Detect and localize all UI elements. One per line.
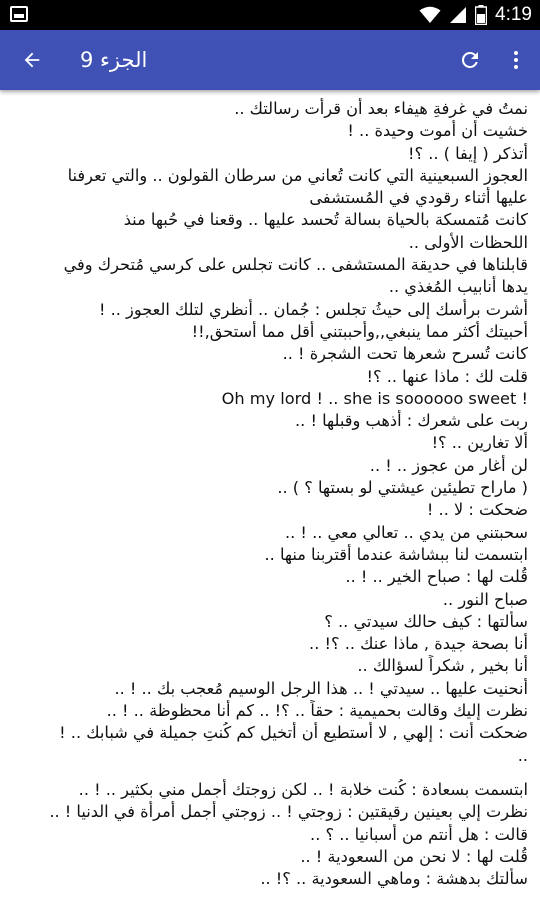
story-line: قُلت لها : صباح الخير .. ! .. (345, 567, 528, 587)
wifi-icon (419, 6, 441, 24)
gallery-notification-icon (10, 6, 28, 22)
story-line: ألا تغارين .. ؟! (431, 433, 528, 453)
story-line: سألتها : كيف حالك سيدتي .. ؟ (324, 611, 528, 631)
page-title: الجزء 9 (80, 48, 148, 72)
story-line: عليها أثناء رقودي في المُستشفى (309, 188, 528, 208)
story-line: يدها أنابيب المُغذي .. (388, 277, 528, 297)
story-line: ابتسمت بسعادة : كُنت خلابة ! .. لكن زوجتك أجمل مني بكثير .. ! .. (78, 779, 528, 799)
back-button[interactable] (14, 42, 50, 78)
story-line (10, 767, 528, 779)
story-line: ضحكت أنت : إلهي , لا أستطيع أن أتخيل كم كُنتِ جميلة في شبابك .. ! (59, 723, 528, 743)
story-line: خشيت أن أموت وحيدة .. ! (347, 121, 528, 141)
arrow-back-icon (21, 49, 43, 71)
story-line: سحبتني من يدي .. تعالي معي .. ! .. (285, 522, 528, 542)
story-text (0, 98, 540, 890)
story-line: .. (517, 745, 528, 765)
story-line: اللحظات الأولى .. (408, 232, 528, 252)
story-line: صباح النور .. (442, 589, 528, 609)
story-line: قالت : هل أنتم من أسبانيا .. ؟ .. (310, 824, 528, 844)
story-line: أنا بخير , شكراً لسؤالك .. (357, 656, 528, 676)
signal-icon (449, 6, 467, 24)
story-line: ابتسمت لنا ببشاشة عندما أقتربنا منها .. (264, 544, 528, 564)
story-line: العجوز السبعينية التي كانت تُعاني من سرطان القولون .. والتي تعرفنا (67, 165, 528, 185)
more-vert-icon (504, 48, 528, 72)
story-line: ! Oh my lord ! .. she is soooooo sweet (221, 388, 528, 408)
story-line: قلت لك : ماذا عنها .. ؟! (366, 366, 528, 386)
app-bar (0, 30, 540, 90)
refresh-icon (458, 48, 482, 72)
status-icons (419, 4, 532, 26)
status-time: 4:19 (495, 4, 532, 25)
overflow-menu-button[interactable] (498, 42, 534, 78)
refresh-button[interactable] (452, 42, 488, 78)
story-line: ربت على شعرك : أذهب وقبلها ! .. (295, 411, 528, 431)
story-line: نظرت إليك وقالت بحميمية : حقاً .. ؟! .. كم أنا محظوظة .. ! .. (106, 701, 528, 721)
story-line: قُلت لها : لا نحن من السعودية ! .. (300, 846, 528, 866)
story-line: ( ماراح تطيئين عيشتي لو بستها ؟ ) .. (277, 478, 528, 498)
story-line: أنحنيت عليها .. سيدتي ! .. هذا الرجل الوسيم مُعجب بك .. ! .. (114, 678, 528, 698)
battery-icon (475, 5, 487, 25)
story-line: ضحكت : لا .. ! (426, 500, 528, 520)
status-bar (0, 0, 540, 30)
story-line: نمتُ في غرفةِ هيفاء بعد أن قرأت رسالتك .. (234, 99, 528, 118)
story-line: قابلناها في حديقة المستشفى .. كانت تجلس على كرسي مُتحرك وفي (63, 255, 528, 275)
story-line: سألتك بدهشة : وماهي السعودية .. ؟! .. (260, 869, 528, 889)
story-line: كانت تُسرح شعرها تحت الشجرة ! .. (282, 344, 528, 364)
story-line: أشرت برأسك إلى حيثُ تجلس : جُمان .. أنظري لتلك العجوز .. ! (98, 299, 528, 319)
story-line: أنا بصحة جيدة , ماذا عنك .. ؟! .. (309, 634, 528, 654)
story-line: أحبيتك أكثر مما ينبغي,,وأحببتني أقل مما أستحق,!! (191, 321, 528, 341)
story-line: نظرت إلي بعينين رقيقتين : زوجتي ! .. زوجتي أجمل أمرأة في الدنيا ! .. (49, 802, 528, 822)
story-line: كانت مُتمسكة بالحياة بسالة تُحسد عليها .. وقعنا في حُبها منذ (123, 210, 528, 230)
story-line: لن أغار من عجوز .. ! .. (369, 455, 528, 475)
story-line: أتذكر ( إيفا ) .. ؟! (408, 143, 528, 163)
